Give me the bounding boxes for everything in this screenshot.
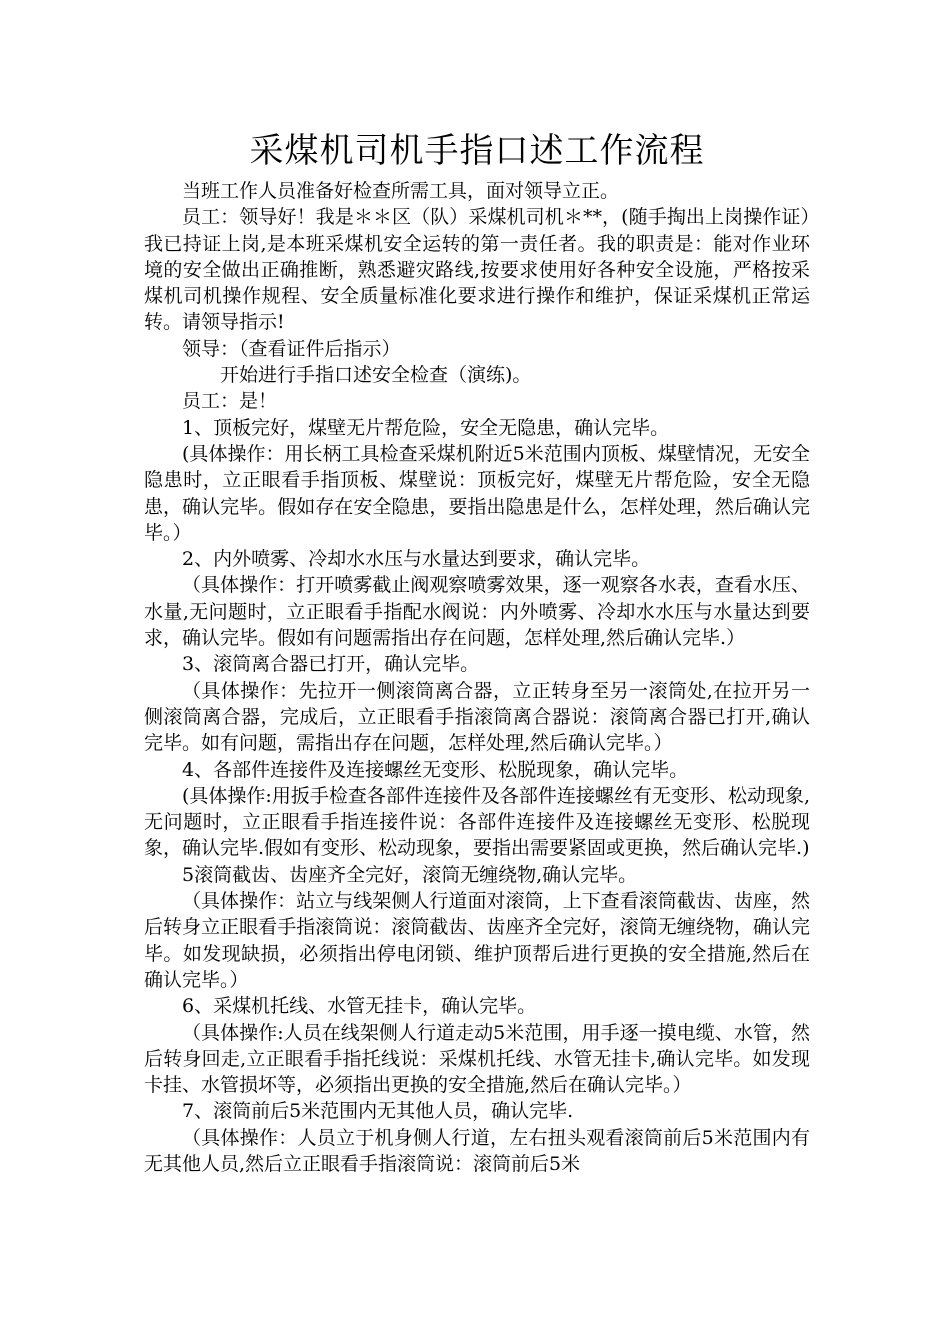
paragraph-item-3-detail: （具体操作：先拉开一侧滚筒离合器，立正转身至另一滚筒处,在拉开另一侧滚筒离合器，完成后，立正眼看手指滚筒离合器说：滚筒离合器已打开,确认完毕。如有问题，需指出存在问题，怎样处理,然后确认完毕。） bbox=[144, 679, 810, 755]
paragraph-leader-response: 领导：（查看证件后指示） bbox=[182, 337, 401, 360]
paragraph-item-1: 1、顶板完好，煤壁无片帮危险，安全无隐患，确认完毕。 bbox=[182, 416, 670, 439]
document-body bbox=[144, 128, 810, 1177]
paragraph-item-5: 5滚筒截齿、齿座齐全完好，滚筒无缠绕物,确认完毕。 bbox=[182, 863, 638, 886]
paragraph-item-1-detail: (具体操作：用长柄工具检查采煤机附近5米范围内顶板、煤壁情况，无安全隐患时，立正眼看手指顶板、煤壁说：顶板完好，煤壁无片帮危险，安全无隐患，确认完毕。假如存在安全隐患，要指出隐患是什么，怎样处理，然后确认完毕。） bbox=[144, 442, 810, 544]
paragraph-item-7: 7、滚筒前后5米范围内无其他人员，确认完毕. bbox=[182, 1100, 574, 1123]
document-title: 采煤机司机手指口述工作流程 bbox=[249, 131, 705, 171]
paragraph-item-3: 3、滚筒离合器已打开，确认完毕。 bbox=[182, 653, 480, 676]
paragraph-intro: 当班工作人员准备好检查所需工具，面对领导立正。 bbox=[182, 180, 620, 202]
paragraph-item-2-detail: （具体操作：打开喷雾截止阀观察喷雾效果，逐一观察各水表，查看水压、水量,无问题时，立正眼看手指配水阀说：内外喷雾、冷却水水压与水量达到要求，确认完毕。假如有问题需指出存在问题，怎样处理,然后确认完毕.） bbox=[144, 574, 810, 650]
paragraph-employee-yes: 员工：是！ bbox=[182, 390, 278, 413]
paragraph-item-5-detail: （具体操作：站立与线架侧人行道面对滚筒，上下查看滚筒截齿、齿座，然后转身立正眼看手指滚筒说：滚筒截齿、齿座齐全完好，滚筒无缠绕物，确认完毕。如发现缺损，必须指出停电闭锁、维护顶帮后进行更换的安全措施,然后在确认完毕。） bbox=[144, 890, 810, 991]
paragraph-item-6: 6、采煤机托线、水管无挂卡，确认完毕。 bbox=[182, 995, 537, 1018]
paragraph-item-2: 2、内外喷雾、冷却水水压与水量达到要求，确认完毕。 bbox=[182, 548, 651, 571]
paragraph-item-7-detail: （具体操作：人员立于机身侧人行道，左右扭头观看滚筒前后5米范围内有无其他人员,然后立正眼看手指滚筒说：滚筒前后5米 bbox=[144, 1126, 810, 1175]
paragraph-item-4: 4、各部件连接件及连接螺丝无变形、松脱现象，确认完毕。 bbox=[182, 758, 689, 781]
paragraph-employee-report: 员工：领导好！我是＊＊区（队）采煤机司机＊**，(随手掏出上岗操作证）我已持证上岗,是本班采煤机安全运转的第一责任者。我的职责是：能对作业环境的安全做出正确推断，熟悉避灾路线,按要求使用好各种安全设施，严格按采煤机司机操作规程、安全质量标准化要求进行操作和维护，保证采煤机正常运转。请领导指示! bbox=[144, 206, 810, 334]
paragraph-item-4-detail: (具体操作:用扳手检查各部件连接件及各部件连接螺丝有无变形、松动现象,无问题时，立正眼看手指连接件说：各部件连接件及连接螺丝无变形、松脱现象，确认完毕.假如有变形、松动现象，要指出需要紧固或更换，然后确认完毕.) bbox=[144, 784, 810, 860]
paragraph-item-6-detail: （具体操作:人员在线架侧人行道走动5米范围，用手逐一摸电缆、水管，然后转身回走,立正眼看手指托线说：采煤机托线、水管无挂卡,确认完毕。如发现卡挂、水管损坏等，必须指出更换的安全措施,然后在确认完毕。） bbox=[144, 1021, 810, 1097]
paragraph-start-check: 开始进行手指口述安全检查（演练)。 bbox=[220, 364, 532, 387]
